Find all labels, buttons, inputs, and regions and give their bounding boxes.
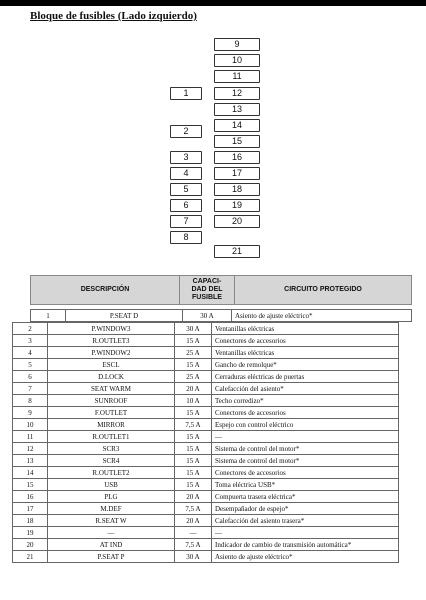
fuse-box: 20 [214, 215, 260, 228]
row-capacity: 25 A [175, 371, 212, 383]
row-number: 10 [13, 419, 48, 431]
row-capacity: 15 A [175, 407, 212, 419]
row-number: 11 [13, 431, 48, 443]
fuse-box: 17 [214, 167, 260, 180]
row-number: 13 [13, 455, 48, 467]
row-number: 4 [13, 347, 48, 359]
row-description: PLG [48, 491, 175, 503]
row-number: 2 [13, 323, 48, 335]
fuse-box: 14 [214, 119, 260, 132]
row-number: 20 [13, 539, 48, 551]
row-description: MIRROR [48, 419, 175, 431]
fuse-table [12, 322, 399, 563]
row-description: P.WINDOW3 [48, 323, 175, 335]
row-number: 15 [13, 479, 48, 491]
top-bar [0, 0, 426, 6]
row-number: 8 [13, 395, 48, 407]
fuse-box: 10 [214, 54, 260, 67]
row-capacity: 20 A [175, 491, 212, 503]
row-circuit: Desempañador de espejo* [212, 503, 399, 515]
row-description: D.LOCK [48, 371, 175, 383]
table-row [13, 431, 399, 443]
row-capacity: 15 A [175, 455, 212, 467]
table-row [13, 527, 399, 539]
table-row-first [30, 309, 412, 322]
row-description: — [48, 527, 175, 539]
fuse-box: 12 [214, 87, 260, 100]
row-number: 21 [13, 551, 48, 563]
fuse-box: 7 [170, 215, 202, 228]
table-header [30, 275, 412, 305]
row-capacity: 25 A [175, 347, 212, 359]
table-row [13, 443, 399, 455]
fuse-box: 6 [170, 199, 202, 212]
table-row [13, 515, 399, 527]
row-number: 17 [13, 503, 48, 515]
row-capacity: 10 A [175, 395, 212, 407]
col-header-capacidad: CAPACI- DAD DEL FUSIBLE [180, 276, 235, 305]
fuse-box: 19 [214, 199, 260, 212]
row-circuit: Techo corredizo* [212, 395, 399, 407]
fuse-box: 13 [214, 103, 260, 116]
fuse-box: 4 [170, 167, 202, 180]
row-circuit: Sistema de control del motor* [212, 455, 399, 467]
row-description: USB [48, 479, 175, 491]
row-number: 9 [13, 407, 48, 419]
fuse-box: 18 [214, 183, 260, 196]
row-description: AT IND [48, 539, 175, 551]
table-row [13, 419, 399, 431]
row-circuit: Indicador de cambio de transmisión automática* [212, 539, 399, 551]
table-row [31, 310, 412, 322]
row-number: 16 [13, 491, 48, 503]
row-number: 19 [13, 527, 48, 539]
row-capacity: 15 A [175, 479, 212, 491]
row-circuit: Cerraduras eléctricas de puertas [212, 371, 399, 383]
row-circuit: Espejo con control eléctrico [212, 419, 399, 431]
row-capacity: 15 A [175, 335, 212, 347]
row-capacity: 15 A [175, 431, 212, 443]
row-number: 12 [13, 443, 48, 455]
row-capacity: 7,5 A [175, 419, 212, 431]
fuse-box: 9 [214, 38, 260, 51]
table-row [13, 395, 399, 407]
fuse-box: 2 [170, 125, 202, 138]
row-number: 14 [13, 467, 48, 479]
row-capacity: 7,5 A [175, 503, 212, 515]
table-row [13, 347, 399, 359]
row-circuit: Conectores de accesorios [212, 335, 399, 347]
fuse-box: 3 [170, 151, 202, 164]
row-capacity: 20 A [175, 383, 212, 395]
row-capacity: 15 A [175, 359, 212, 371]
fuse-box: 5 [170, 183, 202, 196]
table-row [13, 335, 399, 347]
row-description: P.SEAT D [66, 310, 183, 322]
col-header-circuito: CIRCUITO PROTEGIDO [235, 276, 412, 305]
fuse-box: 21 [214, 245, 260, 258]
table-row [13, 491, 399, 503]
row-circuit: Ventanillas eléctricas [212, 323, 399, 335]
fuse-box: 15 [214, 135, 260, 148]
row-description: P.WINDOW2 [48, 347, 175, 359]
page-title: Bloque de fusibles (Lado izquierdo) [30, 10, 197, 22]
row-description: R.OUTLET2 [48, 467, 175, 479]
row-capacity: 20 A [175, 515, 212, 527]
row-description: R.OUTLET3 [48, 335, 175, 347]
row-description: SUNROOF [48, 395, 175, 407]
row-number: 7 [13, 383, 48, 395]
table-row [13, 539, 399, 551]
row-description: R.OUTLET1 [48, 431, 175, 443]
table-row [13, 407, 399, 419]
row-description: P.SEAT P [48, 551, 175, 563]
row-circuit: Calefacción del asiento* [212, 383, 399, 395]
table-row [13, 479, 399, 491]
row-number: 1 [31, 310, 66, 322]
fuse-box: 1 [170, 87, 202, 100]
table-row [13, 371, 399, 383]
row-capacity: 15 A [175, 443, 212, 455]
row-circuit: Compuerta trasera eléctrica* [212, 491, 399, 503]
row-description: ESCL [48, 359, 175, 371]
table-row [13, 503, 399, 515]
table-row [13, 359, 399, 371]
row-number: 18 [13, 515, 48, 527]
table-row [13, 383, 399, 395]
row-capacity: 30 A [175, 551, 212, 563]
row-circuit: Calefacción del asiento trasera* [212, 515, 399, 527]
row-description: F.OUTLET [48, 407, 175, 419]
col-header-descripcion: DESCRIPCIÓN [31, 276, 180, 305]
row-number: 3 [13, 335, 48, 347]
row-description: SEAT WARM [48, 383, 175, 395]
row-capacity: 30 A [175, 323, 212, 335]
row-number: 5 [13, 359, 48, 371]
fuse-box: 11 [214, 70, 260, 83]
row-capacity: 15 A [175, 467, 212, 479]
table-row [13, 467, 399, 479]
row-circuit: Asiento de ajuste eléctrico* [232, 310, 412, 322]
table-row [13, 455, 399, 467]
row-circuit: Sistema de control del motor* [212, 443, 399, 455]
row-circuit: Ventanillas eléctricas [212, 347, 399, 359]
fuse-box: 16 [214, 151, 260, 164]
row-capacity: 30 A [183, 310, 232, 322]
row-description: M.DEF [48, 503, 175, 515]
row-circuit: — [212, 431, 399, 443]
row-circuit: Conectores de accesorios [212, 467, 399, 479]
table-row [13, 551, 399, 563]
table-row [13, 323, 399, 335]
row-circuit: Gancho de remolque* [212, 359, 399, 371]
row-circuit: — [212, 527, 399, 539]
row-description: R.SEAT W [48, 515, 175, 527]
fuse-box: 8 [170, 231, 202, 244]
row-circuit: Conectores de accesorios [212, 407, 399, 419]
row-description: SCR4 [48, 455, 175, 467]
row-description: SCR3 [48, 443, 175, 455]
row-capacity: 7,5 A [175, 539, 212, 551]
row-circuit: Asiento de ajuste eléctrico* [212, 551, 399, 563]
row-circuit: Toma eléctrica USB* [212, 479, 399, 491]
row-number: 6 [13, 371, 48, 383]
row-capacity: — [175, 527, 212, 539]
